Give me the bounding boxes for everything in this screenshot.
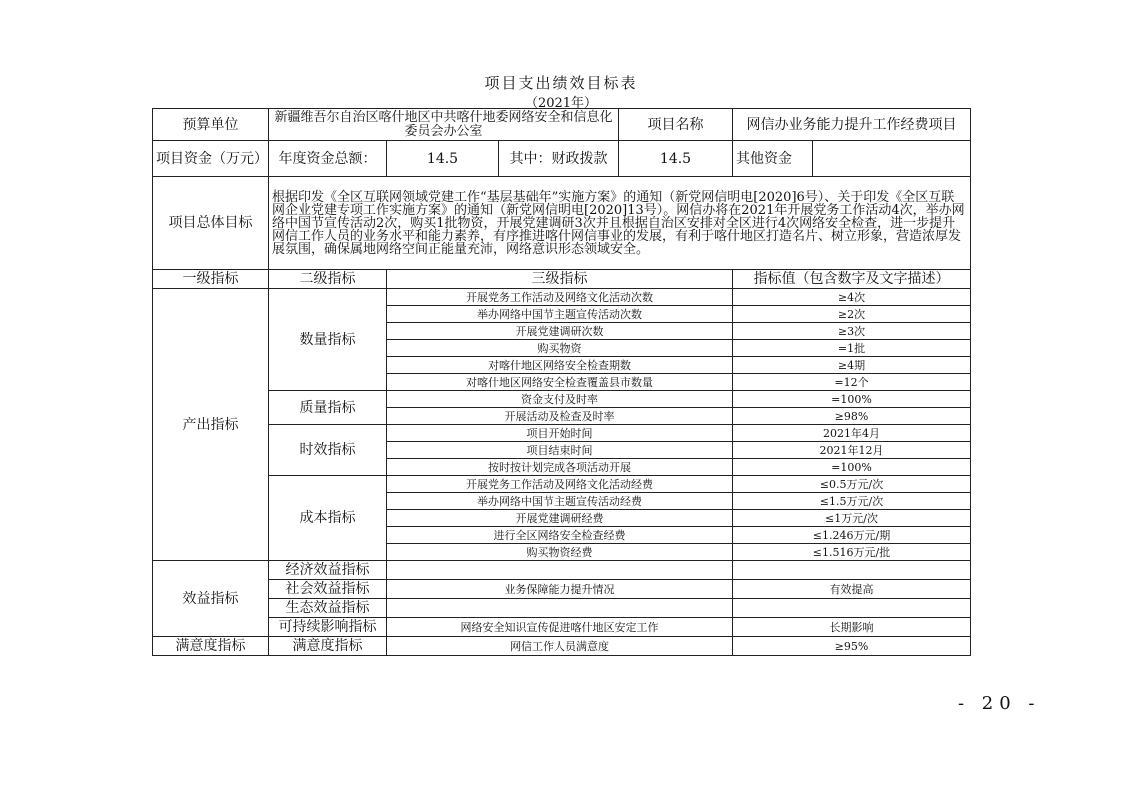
table-row (153, 391, 971, 408)
indicator-value: ≥95% (733, 637, 971, 656)
project-name-value: 网信办业务能力提升工作经费项目 (733, 109, 971, 141)
indicator-name: 对喀什地区网络安全检查覆盖县市数量 (387, 374, 733, 391)
goal-label: 项目总体目标 (153, 177, 269, 270)
col-level2: 二级指标 (269, 270, 387, 289)
indicator-value: ≥2次 (733, 306, 971, 323)
indicator-name: 网络安全知识宣传促进喀什地区安定工作 (387, 618, 733, 637)
project-name-label: 项目名称 (619, 109, 733, 141)
other-funds-value (813, 141, 971, 177)
indicator-name: 举办网络中国节主题宣传活动经费 (387, 493, 733, 510)
col-level3: 三级指标 (387, 270, 733, 289)
indicator-name: 购买物资经费 (387, 544, 733, 561)
indicator-value: ≤0.5万元/次 (733, 476, 971, 493)
indicator-name: 举办网络中国节主题宣传活动次数 (387, 306, 733, 323)
indicator-name: 购买物资 (387, 340, 733, 357)
funds-row (153, 141, 971, 177)
benefit-level2: 可持续影响指标 (269, 618, 387, 637)
benefit-label: 效益指标 (153, 561, 269, 637)
indicator-value: =12个 (733, 374, 971, 391)
indicator-value (733, 599, 971, 618)
table-row (153, 425, 971, 442)
cost-label: 成本指标 (269, 476, 387, 561)
indicator-value: 长期影响 (733, 618, 971, 637)
indicator-name: 开展党务工作活动及网络文化活动经费 (387, 476, 733, 493)
indicator-value: 2021年4月 (733, 425, 971, 442)
budget-unit-row (153, 109, 971, 141)
table-row (153, 618, 971, 637)
col-value: 指标值（包含数字及文字描述） (733, 270, 971, 289)
table-row (153, 476, 971, 493)
benefit-level2: 经济效益指标 (269, 561, 387, 580)
funds-label: 项目资金（万元） (153, 141, 269, 177)
indicator-value: =100% (733, 459, 971, 476)
indicator-name (387, 561, 733, 580)
satisfaction-label: 满意度指标 (153, 637, 269, 656)
indicator-name: 项目结束时间 (387, 442, 733, 459)
indicator-value: =1批 (733, 340, 971, 357)
indicator-value: ≥98% (733, 408, 971, 425)
indicator-value: ≤1.5万元/次 (733, 493, 971, 510)
table-row (153, 580, 971, 599)
document-year: （2021年） (524, 96, 598, 111)
performance-table (152, 108, 971, 656)
indicator-name: 进行全区网络安全检查经费 (387, 527, 733, 544)
table-row (153, 637, 971, 656)
indicator-name: 开展党建调研经费 (387, 510, 733, 527)
performance-table-wrapper (152, 108, 970, 656)
goal-text: 根据印发《全区互联网领域党建工作“基层基础年”实施方案》的通知（新党网信明电[2020]6号）、关于印发《全区互联网企业党建专项工作实施方案》的通知（新党网信明电[2020]13号）。网信办将在2021年开展党务工作活动4次，举办网络中国节宣传活动2次，购买1批物资，开展党建调研3次并且根据自治区安排对全区进行4次网络安全检查，进一步提升网信工作人员的业务水平和能力素养，有序推进喀什网信事业的发展，有利于喀什地区打造名片、树立形象，营造浓厚发展氛围，确保属地网络空间正能量充沛，网络意识形态领域安全。 (269, 177, 971, 270)
indicator-value: 2021年12月 (733, 442, 971, 459)
indicator-value: 有效提高 (733, 580, 971, 599)
indicator-name (387, 599, 733, 618)
indicator-value: =100% (733, 391, 971, 408)
indicator-value: ≥4次 (733, 289, 971, 306)
indicator-name: 开展活动及检查及时率 (387, 408, 733, 425)
page-number: - 20 - (958, 693, 1041, 714)
satisfaction-level2: 满意度指标 (269, 637, 387, 656)
budget-unit-label: 预算单位 (153, 109, 269, 141)
indicator-value: ≤1万元/次 (733, 510, 971, 527)
table-row (153, 289, 971, 306)
indicator-value: ≥3次 (733, 323, 971, 340)
annual-total-label: 年度资金总额： (269, 141, 387, 177)
indicator-name: 对喀什地区网络安全检查期数 (387, 357, 733, 374)
benefit-level2: 生态效益指标 (269, 599, 387, 618)
output-label: 产出指标 (153, 289, 269, 561)
annual-total-value: 14.5 (387, 141, 499, 177)
quantity-label: 数量指标 (269, 289, 387, 391)
indicator-name: 资金支付及时率 (387, 391, 733, 408)
other-funds-label: 其他资金 (733, 141, 813, 177)
col-level1: 一级指标 (153, 270, 269, 289)
indicator-name: 开展党务工作活动及网络文化活动次数 (387, 289, 733, 306)
indicator-name: 按时按计划完成各项活动开展 (387, 459, 733, 476)
indicator-name: 业务保障能力提升情况 (387, 580, 733, 599)
benefit-level2: 社会效益指标 (269, 580, 387, 599)
table-row (153, 599, 971, 618)
timeliness-label: 时效指标 (269, 425, 387, 476)
indicator-name: 开展党建调研次数 (387, 323, 733, 340)
indicator-name: 网信工作人员满意度 (387, 637, 733, 656)
quality-label: 质量指标 (269, 391, 387, 425)
table-row (153, 561, 971, 580)
indicator-value (733, 561, 971, 580)
budget-unit-value: 新疆维吾尔自治区喀什地区中共喀什地委网络安全和信息化委员会办公室 (269, 109, 619, 141)
indicator-value: ≥4期 (733, 357, 971, 374)
column-header-row (153, 270, 971, 289)
fiscal-label: 其中：财政拨款 (499, 141, 619, 177)
document-title: 项目支出绩效目标表 (484, 74, 638, 92)
fiscal-value: 14.5 (619, 141, 733, 177)
goal-row (153, 177, 971, 270)
indicator-value: ≤1.246万元/期 (733, 527, 971, 544)
indicator-name: 项目开始时间 (387, 425, 733, 442)
indicator-value: ≤1.516万元/批 (733, 544, 971, 561)
